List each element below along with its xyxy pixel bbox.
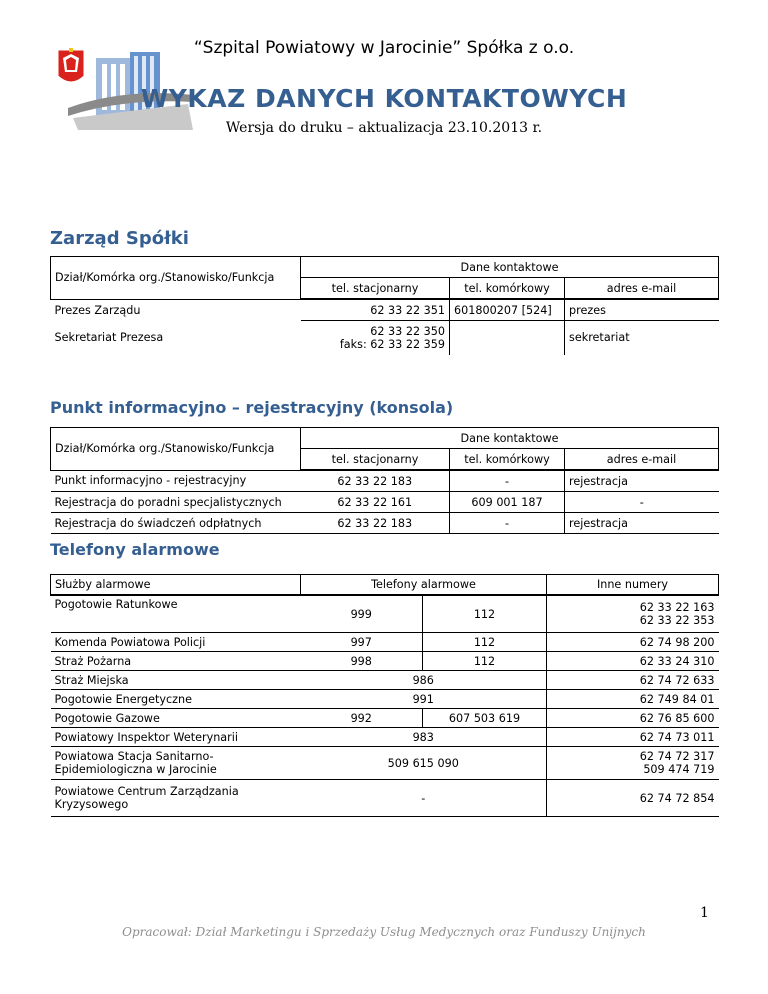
email-cell: sekretariat	[565, 321, 719, 355]
table-row	[51, 492, 719, 513]
phone-cell: 992	[301, 709, 423, 728]
other-number-cell: 62 749 84 01	[547, 690, 719, 709]
hospital-name: “Szpital Powiatowy w Jarocinie” Spółka z o.o.	[193, 38, 575, 58]
info-point-table	[50, 427, 719, 534]
table-row	[51, 299, 719, 321]
phone-cell: 112	[423, 633, 547, 652]
service-line: Powiatowa Stacja Sanitarno-	[54, 750, 214, 763]
phone-cell: 607 503 619	[423, 709, 547, 728]
email-cell: rejestracja	[565, 513, 719, 534]
landline-cell: 62 33 22 351	[301, 299, 450, 321]
other-number-cell: 62 74 72 633	[547, 671, 719, 690]
other-number-cell: 62 74 72 854	[547, 780, 719, 817]
other-number: 509 474 719	[643, 763, 715, 776]
phone-cell: 112	[423, 652, 547, 671]
other-number-cell: 62 33 24 310	[547, 652, 719, 671]
service-cell: Straż Miejska	[51, 671, 301, 690]
other-number: 62 74 72 317	[639, 750, 715, 763]
other-number-cell	[547, 747, 719, 780]
phone-cell: 983	[301, 728, 547, 747]
section-title-management: Zarząd Spółki	[50, 228, 189, 249]
landline-value: 62 33 22 350	[370, 324, 445, 338]
phone-cell: 986	[301, 671, 547, 690]
table-row	[51, 728, 719, 747]
fax-value: faks: 62 33 22 359	[339, 337, 445, 351]
mobile-cell: -	[450, 470, 565, 492]
other-number-cell: 62 74 98 200	[547, 633, 719, 652]
page-number: 1	[700, 905, 709, 921]
header-contact-group: Dane kontaktowe	[301, 428, 719, 449]
email-cell: -	[565, 492, 719, 513]
table-row	[51, 595, 719, 633]
other-number-cell: 62 76 85 600	[547, 709, 719, 728]
table-row	[51, 633, 719, 652]
service-cell: Komenda Powiatowa Policji	[51, 633, 301, 652]
table-row	[51, 690, 719, 709]
service-cell	[51, 747, 301, 780]
table-row	[51, 321, 719, 355]
dept-cell: Rejestracja do poradni specjalistycznych	[51, 492, 301, 513]
page-title: WYKAZ DANYCH KONTAKTOWYCH	[140, 84, 628, 113]
service-line: Epidemiologiczna w Jarocinie	[54, 763, 217, 776]
service-cell: Powiatowy Inspektor Weterynarii	[51, 728, 301, 747]
service-cell: Pogotowie Ratunkowe	[51, 595, 301, 633]
table-row	[51, 652, 719, 671]
phone-cell: 997	[301, 633, 423, 652]
header-email: adres e-mail	[565, 449, 719, 471]
landline-cell: 62 33 22 161	[301, 492, 450, 513]
header-service: Służby alarmowe	[51, 575, 301, 596]
table-row	[51, 780, 719, 817]
header-landline: tel. stacjonarny	[301, 449, 450, 471]
mobile-cell	[450, 321, 565, 355]
mobile-cell: 601800207 [524]	[450, 299, 565, 321]
dept-cell: Prezes Zarządu	[54, 303, 141, 317]
table-row	[51, 513, 719, 534]
dept-cell: Punkt informacyjno - rejestracyjny	[51, 470, 301, 492]
service-line: Kryzysowego	[54, 798, 129, 811]
phone-cell: 112	[423, 595, 547, 633]
dept-cell: Rejestracja do świadczeń odpłatnych	[51, 513, 301, 534]
header-mobile: tel. komórkowy	[450, 449, 565, 471]
dept-cell: Sekretariat Prezesa	[54, 331, 164, 344]
service-cell	[51, 780, 301, 817]
other-number: 62 33 22 353	[639, 614, 715, 627]
landline-cell: 62 33 22 183	[301, 513, 450, 534]
landline-cell	[301, 321, 450, 355]
emergency-table	[50, 574, 719, 817]
version-note: Wersja do druku – aktualizacja 23.10.2013 r.	[225, 120, 543, 136]
header-other: Inne numery	[547, 575, 719, 596]
phone-cell: 509 615 090	[301, 747, 547, 780]
service-line: Powiatowe Centrum Zarządzania	[54, 785, 239, 798]
header-dept: Dział/Komórka org./Stanowisko/Funkcja	[51, 428, 301, 471]
table-row	[51, 470, 719, 492]
header-mobile: tel. komórkowy	[450, 278, 565, 300]
service-cell: Pogotowie Energetyczne	[51, 690, 301, 709]
email-cell: rejestracja	[565, 470, 719, 492]
service-cell: Straż Pożarna	[51, 652, 301, 671]
table-row	[51, 709, 719, 728]
mobile-cell: -	[450, 513, 565, 534]
other-number-cell	[547, 595, 719, 633]
header-email: adres e-mail	[565, 278, 719, 300]
email-cell: prezes	[565, 299, 719, 321]
other-number: 62 33 22 163	[639, 601, 715, 614]
management-table	[50, 256, 719, 355]
mobile-cell: 609 001 187	[450, 492, 565, 513]
table-row	[51, 671, 719, 690]
header-phones: Telefony alarmowe	[301, 575, 547, 596]
section-title-info-point: Punkt informacyjno – rejestracyjny (konsola)	[50, 398, 454, 417]
phone-cell: 998	[301, 652, 423, 671]
header-contact-group: Dane kontaktowe	[301, 257, 719, 278]
header-landline: tel. stacjonarny	[301, 278, 450, 300]
phone-cell: 999	[301, 595, 423, 633]
landline-cell: 62 33 22 183	[301, 470, 450, 492]
header-dept: Dział/Komórka org./Stanowisko/Funkcja	[51, 257, 301, 300]
table-row	[51, 747, 719, 780]
section-title-emergency: Telefony alarmowe	[50, 540, 220, 559]
phone-cell: 991	[301, 690, 547, 709]
service-cell: Pogotowie Gazowe	[51, 709, 301, 728]
footer-note: Opracował: Dział Marketingu i Sprzedaży Usług Medycznych oraz Funduszy Unijnych	[122, 925, 646, 939]
other-number-cell: 62 74 73 011	[547, 728, 719, 747]
phone-cell: -	[301, 780, 547, 817]
